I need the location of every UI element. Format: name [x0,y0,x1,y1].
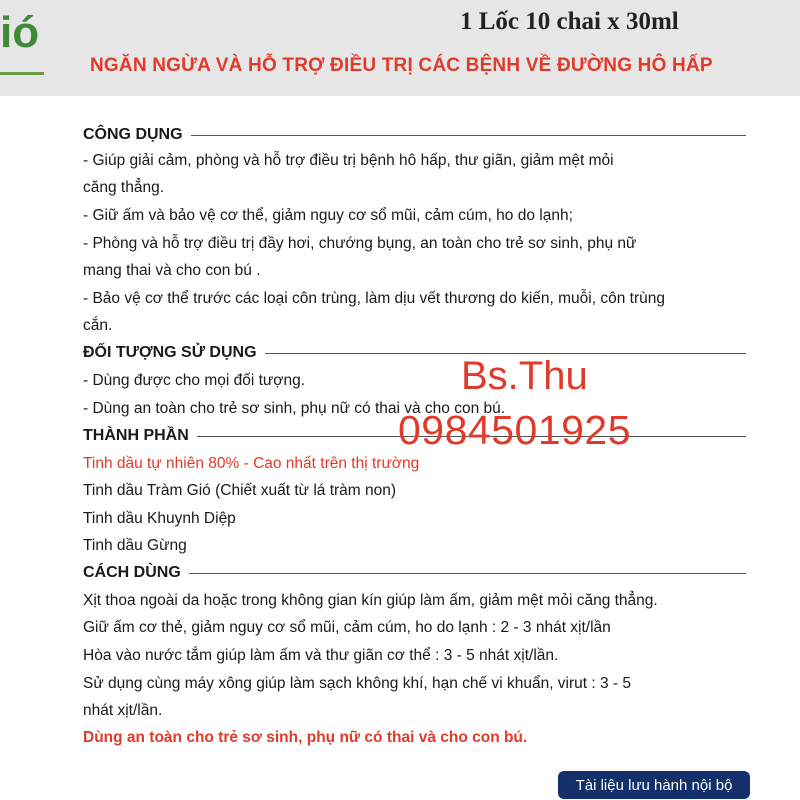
users-line: - Dùng được cho mọi đối tượng. [83,372,306,389]
watermark-name: Bs.Thu [461,354,588,398]
section-rule [189,573,746,574]
directions-line: Xịt thoa ngoài da hoặc trong không gian kín giúp làm ấm, giảm mệt mỏi căng thẳng. [83,592,658,609]
section-rule [191,135,746,136]
section-title: ĐỐI TƯỢNG SỬ DỤNG [83,344,257,361]
section-title: CÁCH DÙNG [83,564,181,581]
header-band [0,0,800,96]
directions-line: nhát xịt/lần. [83,702,163,719]
uses-line: căng thẳng. [83,179,165,196]
section-users-heading [83,342,746,364]
uses-line: - Phòng và hỗ trợ điều trị đầy hơi, chướng bụng, an toàn cho trẻ sơ sinh, phụ nữ [83,235,637,252]
internal-document-badge: Tài liệu lưu hành nội bộ [558,771,750,799]
section-uses-heading [83,124,746,146]
ingredient-line: Tinh dầu Tràm Gió (Chiết xuất từ lá tràm non) [83,482,397,499]
directions-line: Giữ ấm cơ thẻ, giảm nguy cơ sổ mũi, cảm cúm, ho do lạnh : 2 - 3 nhát xịt/lần [83,619,611,636]
uses-line: mang thai và cho con bú . [83,262,261,279]
pack-size: 1 Lốc 10 chai x 30ml [460,8,679,35]
section-title: CÔNG DỤNG [83,126,183,143]
ingredients-highlight: Tinh dầu tự nhiên 80% - Cao nhất trên thị trường [83,455,420,472]
ingredient-line: Tinh dầu Gừng [83,537,187,554]
brand-name: ió [0,8,40,57]
uses-line: - Giữ ấm và bảo vệ cơ thể, giảm nguy cơ sổ mũi, cảm cúm, ho do lạnh; [83,207,573,224]
watermark-phone: 0984501925 [398,407,632,453]
directions-warning: Dùng an toàn cho trẻ sơ sinh, phụ nữ có thai và cho con bú. [83,729,528,746]
brand-underline [0,72,44,75]
uses-line: cắn. [83,317,113,334]
directions-line: Hòa vào nước tắm giúp làm ấm và thư giãn cơ thể : 3 - 5 nhát xịt/lần. [83,647,559,664]
directions-line: Sử dụng cùng máy xông giúp làm sạch không khí, hạn chế vi khuẩn, virut : 3 - 5 [83,675,632,692]
tagline: NGĂN NGỪA VÀ HỖ TRỢ ĐIỀU TRỊ CÁC BỆNH VỀ ĐƯỜNG HÔ HẤP [90,55,713,76]
section-directions-heading [83,562,746,584]
section-title: THÀNH PHẦN [83,427,189,444]
ingredient-line: Tinh dầu Khuynh Diệp [83,510,236,527]
uses-line: - Giúp giải cảm, phòng và hỗ trợ điều trị bệnh hô hấp, thư giãn, giảm mệt mỏi [83,152,614,169]
uses-line: - Bảo vệ cơ thể trước các loại côn trùng, làm dịu vết thương do kiến, muỗi, côn trùng [83,290,665,307]
users-line: - Dùng an toàn cho trẻ sơ sinh, phụ nữ có thai và cho con bú. [83,400,506,417]
